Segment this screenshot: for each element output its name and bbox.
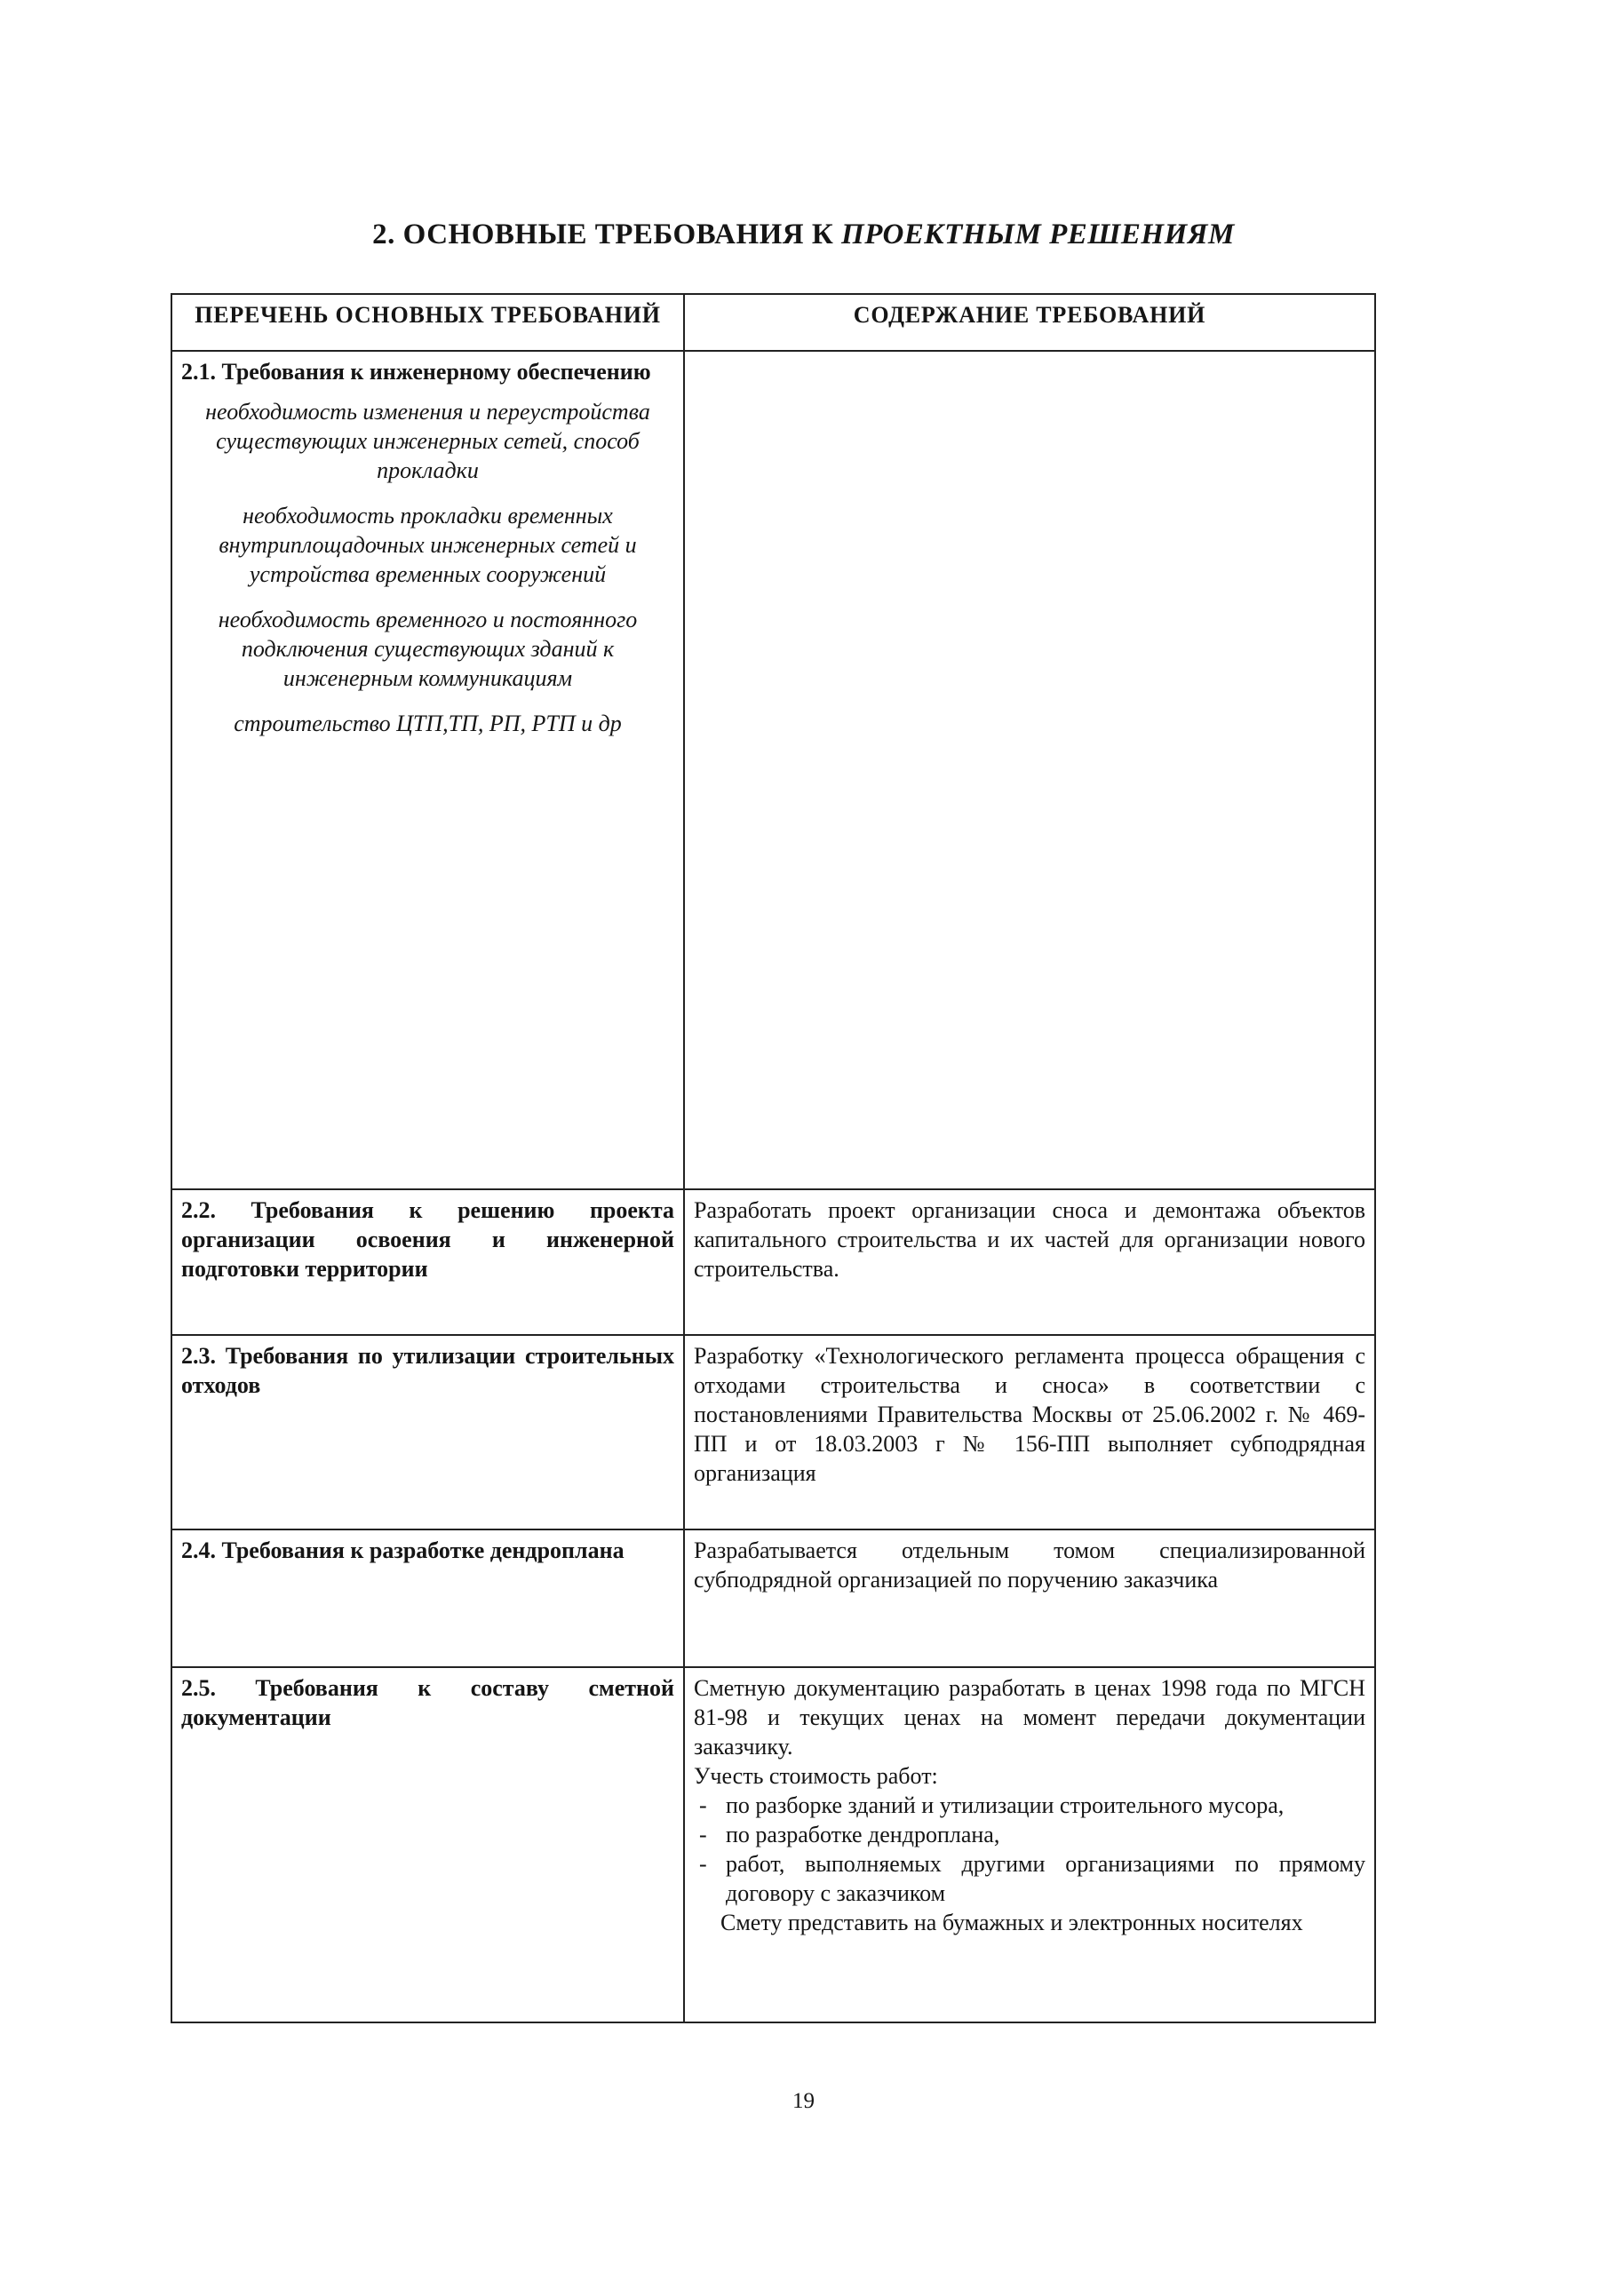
requirement-title: 2.2. Требования к решению проекта организации освоения и инженерной подготовки территории [181, 1197, 674, 1283]
requirement-subitem: необходимость временного и постоянного подключения существующих зданий к инженерным коммуникациям [218, 607, 638, 692]
content-text: Разработку «Технологического регламента процесса обращения с отходами строительства и сноса» в соответствии с постановлениями Правительства Москвы от 25.06.2002 г. № 469-ПП и от 18.03.2003 г № 156-ПП выполняет субподрядная организация [694, 1343, 1365, 1487]
requirement-title: 2.1. Требования к инженерному обеспечению [181, 359, 651, 385]
requirement-subitem: необходимость изменения и переустройства существующих инженерных сетей, способ прокладки [205, 399, 650, 484]
list-item: - работ, выполняемых другими организациями по прямому договору с заказчиком [694, 1849, 1365, 1908]
requirement-cell [171, 1667, 684, 2022]
content-lead: Учесть стоимость работ: [694, 1763, 938, 1790]
column-header-list: ПЕРЕЧЕНЬ ОСНОВНЫХ ТРЕБОВАНИЙ [171, 294, 684, 351]
requirement-title: 2.3. Требования по утилизации строительных отходов [181, 1343, 674, 1399]
table-header-row [171, 294, 1375, 351]
list-item: - по разработке дендроплана, [694, 1820, 1365, 1849]
content-cell [684, 1335, 1375, 1529]
requirement-subitem: необходимость прокладки временных внутриплощадочных инженерных сетей и устройства временных сооружений [219, 503, 637, 588]
page-title [0, 218, 1607, 251]
page-title-part1: 2. ОСНОВНЫЕ ТРЕБОВАНИЯ К [372, 218, 834, 250]
requirement-cell [171, 1529, 684, 1667]
table-row [171, 1335, 1375, 1529]
table-row [171, 351, 1375, 1189]
requirement-title: 2.5. Требования к составу сметной документации [181, 1675, 674, 1731]
content-cell [684, 1667, 1375, 2022]
requirement-cell [171, 1335, 684, 1529]
page-title-part2: ПРОЕКТНЫМ РЕШЕНИЯМ [841, 218, 1235, 250]
column-header-content: СОДЕРЖАНИЕ ТРЕБОВАНИЙ [684, 294, 1375, 351]
list-item: - по разборке зданий и утилизации строительного мусора, [694, 1791, 1365, 1820]
requirement-cell [171, 1189, 684, 1335]
content-cell [684, 1529, 1375, 1667]
requirement-title: 2.4. Требования к разработке дендроплана [181, 1537, 625, 1563]
table-row [171, 1529, 1375, 1667]
requirements-table [171, 293, 1376, 2023]
content-cell [684, 1189, 1375, 1335]
table-row [171, 1667, 1375, 2022]
content-text: Разрабатывается отдельным томом специализированной субподрядной организацией по поручению заказчика [694, 1537, 1365, 1593]
requirement-cell [171, 351, 684, 1189]
requirement-subitem: строительство ЦТП,ТП, РП, РТП и др [234, 711, 622, 737]
content-intro: Сметную документацию разработать в ценах 1998 года по МГСН 81-98 и текущих ценах на момент передачи документации заказчику. [694, 1675, 1365, 1760]
content-text: Разработать проект организации сноса и демонтажа объектов капитального строительства и их частей для организации нового строительства. [694, 1197, 1365, 1283]
content-cell [684, 351, 1375, 1189]
cost-items-list [694, 1791, 1365, 1908]
table-row [171, 1189, 1375, 1335]
page-number: 19 [792, 2089, 815, 2113]
content-outro: Смету представить на бумажных и электронных носителях [720, 1910, 1303, 1936]
